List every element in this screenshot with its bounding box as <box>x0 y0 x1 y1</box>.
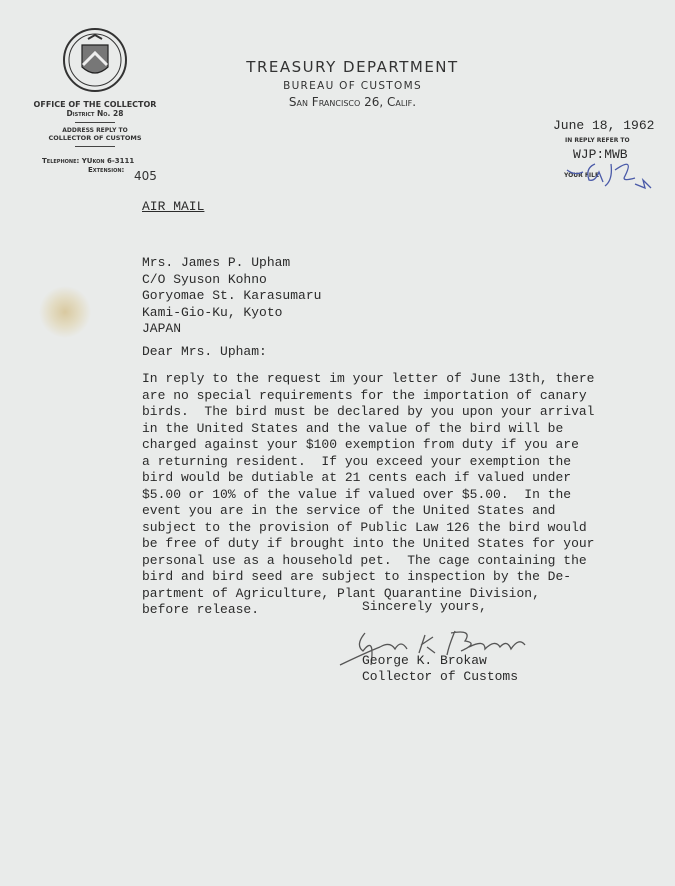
address-line: C/O Syuson Kohno <box>142 271 267 287</box>
body-line: personal use as a household pet. The cage containing the <box>142 552 587 568</box>
address-line: Mrs. James P. Upham <box>142 255 291 270</box>
divider <box>75 146 115 147</box>
office-label: OFFICE OF THE COLLECTOR <box>33 100 157 109</box>
address-line: Goryomae St. Karasumaru <box>142 288 322 303</box>
air-mail-label: AIR MAIL <box>142 199 205 214</box>
body-line: subject to the provision of Public Law 126 the bird would <box>142 519 587 535</box>
city-line: San Francisco 26, Calif. <box>288 95 417 109</box>
body-line: are no special requirements for the importation of canary <box>142 387 587 403</box>
letter-date: June 18, 1962 <box>553 118 655 133</box>
recipient-address <box>142 255 321 338</box>
signer-title: Collector of Customs <box>362 669 519 684</box>
body-line: event you are in the service of the United States and <box>142 503 556 518</box>
body-line: bird and bird seed are subject to inspection by the De- <box>142 569 572 584</box>
address-reply-label: ADDRESS REPLY TO <box>62 127 128 134</box>
salutation: Dear Mrs. Upham: <box>142 344 267 359</box>
body-line: before release. <box>142 602 260 617</box>
letter-body <box>142 371 594 619</box>
bureau-title: BUREAU OF CUSTOMS <box>283 80 422 92</box>
telephone-label: Telephone: YUkon 6-3111 <box>42 157 135 165</box>
reply-refer-label: IN REPLY REFER TO <box>565 137 630 144</box>
handwritten-initials <box>565 158 655 198</box>
address-line: JAPAN <box>142 321 182 336</box>
extension-value: 405 <box>134 169 157 183</box>
body-line: partment of Agriculture, Plant Quarantine Division, <box>142 585 540 601</box>
treasury-seal <box>62 27 128 93</box>
divider <box>75 122 115 123</box>
body-line: be free of duty if brought into the United States for your <box>142 536 595 551</box>
signer-name: George K. Brokaw <box>362 653 487 668</box>
collector-label: COLLECTOR OF CUSTOMS <box>48 134 142 142</box>
closing: Sincerely yours, <box>362 599 487 614</box>
district-label: District No. 28 <box>66 109 124 118</box>
body-line: bird would be dutiable at 21 cents each if valued under <box>142 470 572 485</box>
address-line: Kami-Gio-Ku, Kyoto <box>142 304 283 320</box>
body-line: birds. The bird must be declared by you upon your arrival <box>142 404 595 419</box>
body-line: $5.00 or 10% of the value if valued over $5.00. In the <box>142 486 572 502</box>
body-line: In reply to the request im your letter of June 13th, there <box>142 371 595 386</box>
body-line: a returning resident. If you exceed your exemption the <box>142 453 572 469</box>
department-title: TREASURY DEPARTMENT <box>246 58 459 76</box>
body-line: in the United States and the value of the bird will be <box>142 420 564 436</box>
your-file-label: YOUR FILE <box>564 172 600 179</box>
extension-label: Extension: <box>88 166 125 174</box>
body-line: charged against your $100 exemption from duty if you are <box>142 437 579 452</box>
reference-code: WJP:MWB <box>573 147 628 162</box>
